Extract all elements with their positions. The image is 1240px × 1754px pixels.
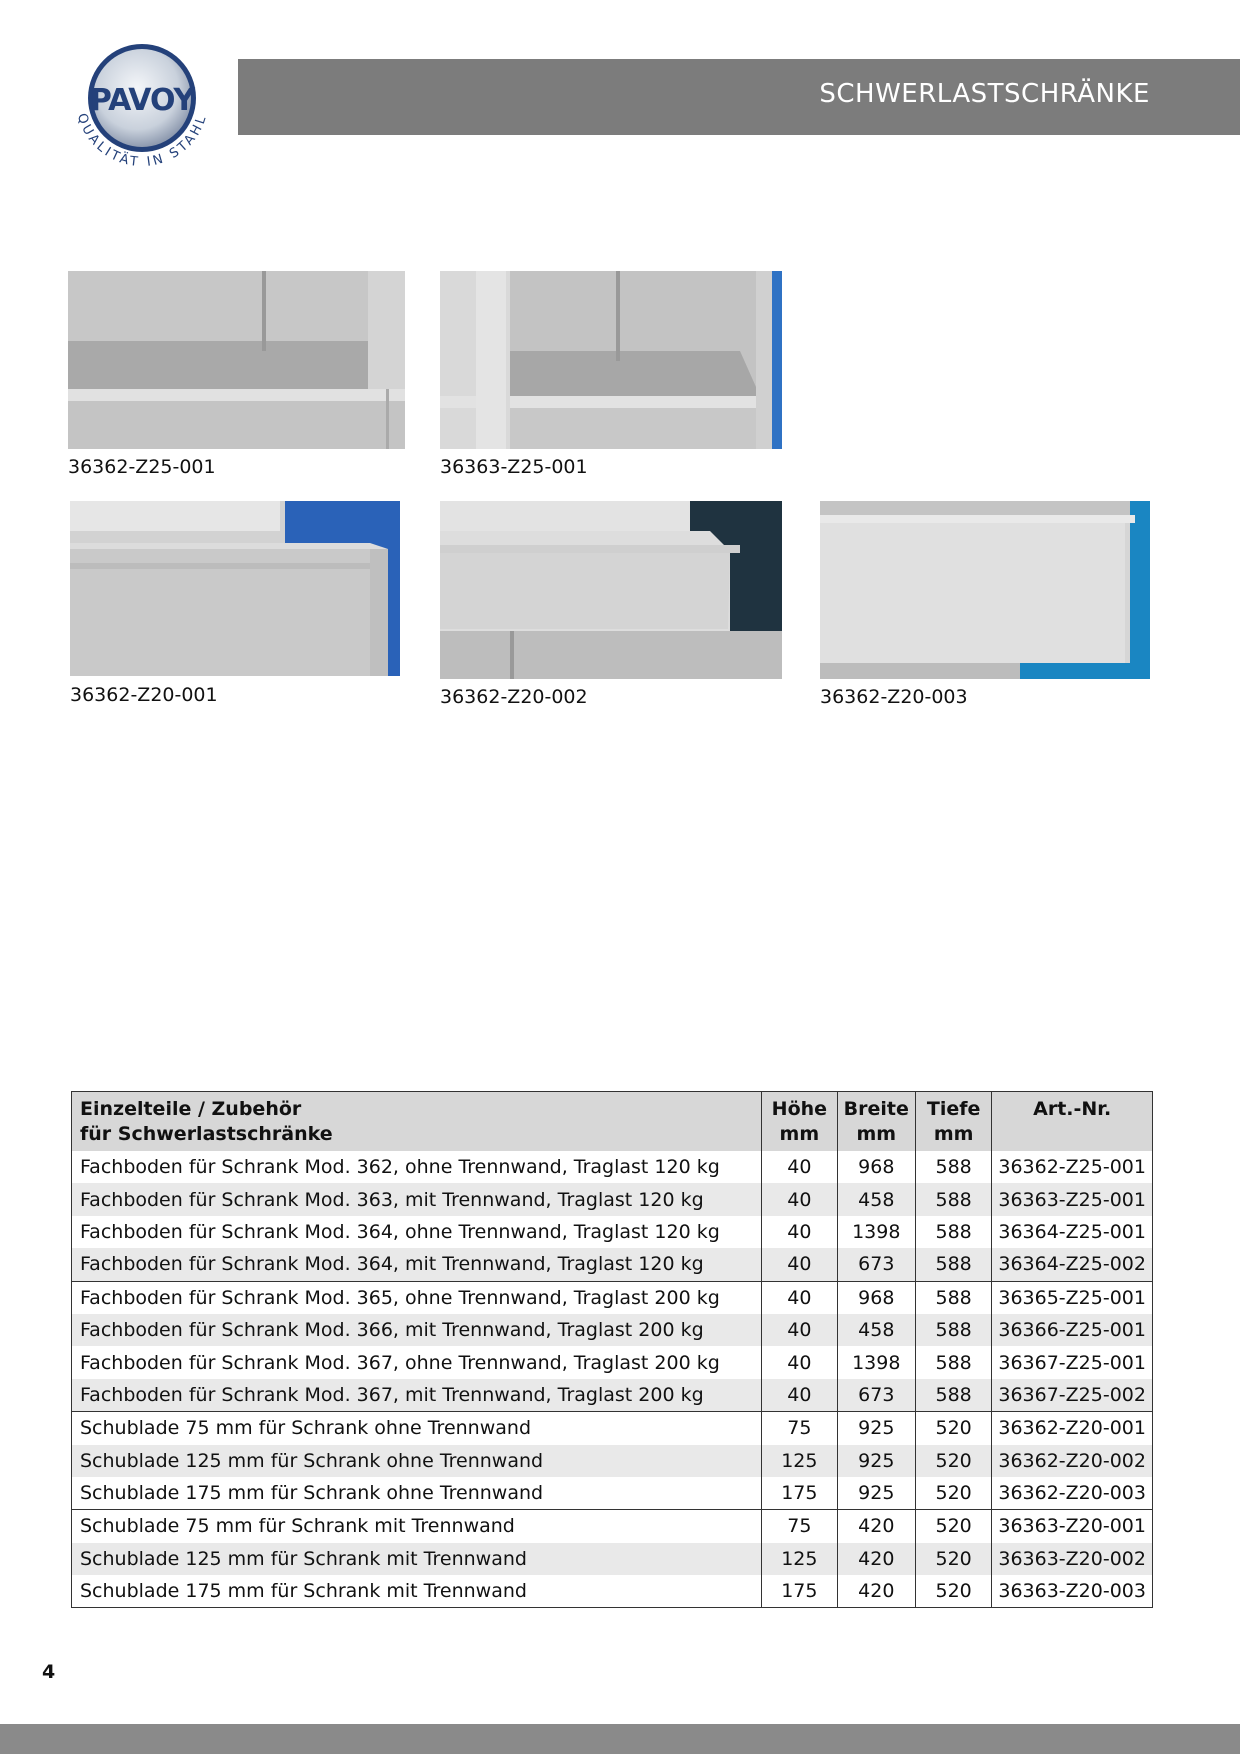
header-description [72,1092,762,1152]
cell-artnr: 36362-Z20-002 [992,1445,1153,1477]
table-header-row [72,1092,1153,1152]
cell-breite: 420 [837,1543,915,1575]
drawer-125-photo-icon [440,501,782,679]
cell-artnr: 36366-Z25-001 [992,1314,1153,1346]
table-row [72,1151,1153,1183]
pavoy-seal-icon [62,36,222,186]
table-row [72,1575,1153,1608]
cell-hoehe: 40 [762,1314,838,1346]
cell-description: Schublade 125 mm für Schrank mit Trennwand [72,1543,762,1575]
cell-tiefe: 588 [915,1216,991,1248]
cell-artnr: 36362-Z20-003 [992,1477,1153,1510]
pavoy-logo [62,36,222,186]
cell-description: Schublade 175 mm für Schrank mit Trennwand [72,1575,762,1608]
table-row [72,1314,1153,1346]
cell-tiefe: 588 [915,1183,991,1215]
cell-breite: 925 [837,1477,915,1510]
photo-caption: 36362-Z25-001 [68,456,216,478]
footer-bar [0,1724,1240,1754]
cell-description: Fachboden für Schrank Mod. 363, mit Trennwand, Traglast 120 kg [72,1183,762,1215]
cell-hoehe: 175 [762,1575,838,1608]
page-title: SCHWERLASTSCHRÄNKE [819,79,1150,109]
spec-table [71,1091,1153,1608]
cell-artnr: 36363-Z25-001 [992,1183,1153,1215]
cell-description: Fachboden für Schrank Mod. 367, mit Trennwand, Traglast 200 kg [72,1379,762,1412]
table-group [72,1412,1153,1510]
header-tiefe-label: Tiefe [926,1098,981,1120]
cell-description: Fachboden für Schrank Mod. 364, mit Trennwand, Traglast 120 kg [72,1248,762,1281]
cell-artnr: 36367-Z25-001 [992,1346,1153,1378]
cell-tiefe: 520 [915,1445,991,1477]
cell-artnr: 36363-Z20-001 [992,1510,1153,1543]
cell-breite: 420 [837,1510,915,1543]
cell-artnr: 36365-Z25-001 [992,1281,1153,1314]
header-hoehe-label: Höhe [771,1098,828,1120]
cell-tiefe: 588 [915,1151,991,1183]
table-row [72,1445,1153,1477]
photo-drawer-75 [70,501,400,676]
cell-hoehe: 40 [762,1248,838,1281]
cell-tiefe: 520 [915,1412,991,1445]
header-unit: mm [933,1123,974,1145]
table-group [72,1151,1153,1281]
cell-artnr: 36363-Z20-003 [992,1575,1153,1608]
photo-drawer-175 [820,501,1150,679]
cell-breite: 925 [837,1412,915,1445]
header-bar [238,59,1240,135]
cell-description: Fachboden für Schrank Mod. 365, ohne Trennwand, Traglast 200 kg [72,1281,762,1314]
cell-breite: 420 [837,1575,915,1608]
table-row [72,1248,1153,1281]
table-row [72,1543,1153,1575]
cell-tiefe: 588 [915,1346,991,1378]
table-row [72,1216,1153,1248]
cell-artnr: 36367-Z25-002 [992,1379,1153,1412]
header-breite-label: Breite [843,1098,909,1120]
cell-hoehe: 40 [762,1281,838,1314]
photo-caption: 36362-Z20-003 [820,686,968,708]
header-unit: mm [856,1123,897,1145]
table-row [72,1412,1153,1445]
table-group [72,1510,1153,1608]
table-row [72,1510,1153,1543]
cell-description: Fachboden für Schrank Mod. 364, ohne Trennwand, Traglast 120 kg [72,1216,762,1248]
cell-tiefe: 520 [915,1477,991,1510]
header-desc-line2: für Schwerlastschränke [80,1123,333,1145]
cell-hoehe: 75 [762,1510,838,1543]
cell-artnr: 36364-Z25-002 [992,1248,1153,1281]
header-desc-line1: Einzelteile / Zubehör [80,1098,302,1120]
table-row [72,1346,1153,1378]
cell-description: Fachboden für Schrank Mod. 367, ohne Trennwand, Traglast 200 kg [72,1346,762,1378]
photo-caption: 36362-Z20-002 [440,686,588,708]
cell-hoehe: 125 [762,1543,838,1575]
svg-text:PAVOY: PAVOY [89,83,195,118]
table-row [72,1477,1153,1510]
cell-description: Schublade 175 mm für Schrank ohne Trennwand [72,1477,762,1510]
cell-description: Schublade 75 mm für Schrank ohne Trennwand [72,1412,762,1445]
table-row [72,1281,1153,1314]
cell-breite: 1398 [837,1346,915,1378]
cell-hoehe: 175 [762,1477,838,1510]
cell-artnr: 36362-Z20-001 [992,1412,1153,1445]
page-number: 4 [42,1661,56,1683]
photo-shelf-362 [68,271,405,449]
photo-caption: 36362-Z20-001 [70,684,218,706]
cell-tiefe: 588 [915,1314,991,1346]
header-artnr [992,1092,1153,1152]
header-unit: mm [779,1123,820,1145]
photo-shelf-363 [440,271,782,449]
table-row [72,1183,1153,1215]
cell-tiefe: 588 [915,1248,991,1281]
cell-artnr: 36364-Z25-001 [992,1216,1153,1248]
cell-breite: 458 [837,1183,915,1215]
cell-breite: 458 [837,1314,915,1346]
cell-hoehe: 40 [762,1379,838,1412]
drawer-75-photo-icon [70,501,400,676]
header-artnr-label: Art.-Nr. [1033,1098,1112,1120]
cell-hoehe: 40 [762,1183,838,1215]
cell-tiefe: 520 [915,1543,991,1575]
cell-artnr: 36363-Z20-002 [992,1543,1153,1575]
cell-hoehe: 125 [762,1445,838,1477]
shelf-with-divider-photo-icon [440,271,782,449]
photo-drawer-125 [440,501,782,679]
cell-description: Fachboden für Schrank Mod. 362, ohne Trennwand, Traglast 120 kg [72,1151,762,1183]
cell-breite: 968 [837,1281,915,1314]
cell-hoehe: 75 [762,1412,838,1445]
cell-breite: 968 [837,1151,915,1183]
cell-breite: 1398 [837,1216,915,1248]
header-tiefe [915,1092,991,1152]
table-row [72,1379,1153,1412]
svg-text:QUALITÄT IN STAHL: QUALITÄT IN STAHL [73,111,211,171]
cell-breite: 673 [837,1379,915,1412]
cell-breite: 925 [837,1445,915,1477]
cell-tiefe: 588 [915,1379,991,1412]
cell-hoehe: 40 [762,1151,838,1183]
drawer-175-photo-icon [820,501,1150,679]
cell-tiefe: 520 [915,1575,991,1608]
header-breite [837,1092,915,1152]
cell-tiefe: 520 [915,1510,991,1543]
cell-breite: 673 [837,1248,915,1281]
cell-artnr: 36362-Z25-001 [992,1151,1153,1183]
header-hoehe [762,1092,838,1152]
cell-description: Schublade 125 mm für Schrank ohne Trennwand [72,1445,762,1477]
cell-description: Fachboden für Schrank Mod. 366, mit Trennwand, Traglast 200 kg [72,1314,762,1346]
cell-description: Schublade 75 mm für Schrank mit Trennwand [72,1510,762,1543]
photo-caption: 36363-Z25-001 [440,456,588,478]
cell-tiefe: 588 [915,1281,991,1314]
cell-hoehe: 40 [762,1346,838,1378]
cell-hoehe: 40 [762,1216,838,1248]
shelf-photo-icon [68,271,405,449]
table-group [72,1281,1153,1412]
